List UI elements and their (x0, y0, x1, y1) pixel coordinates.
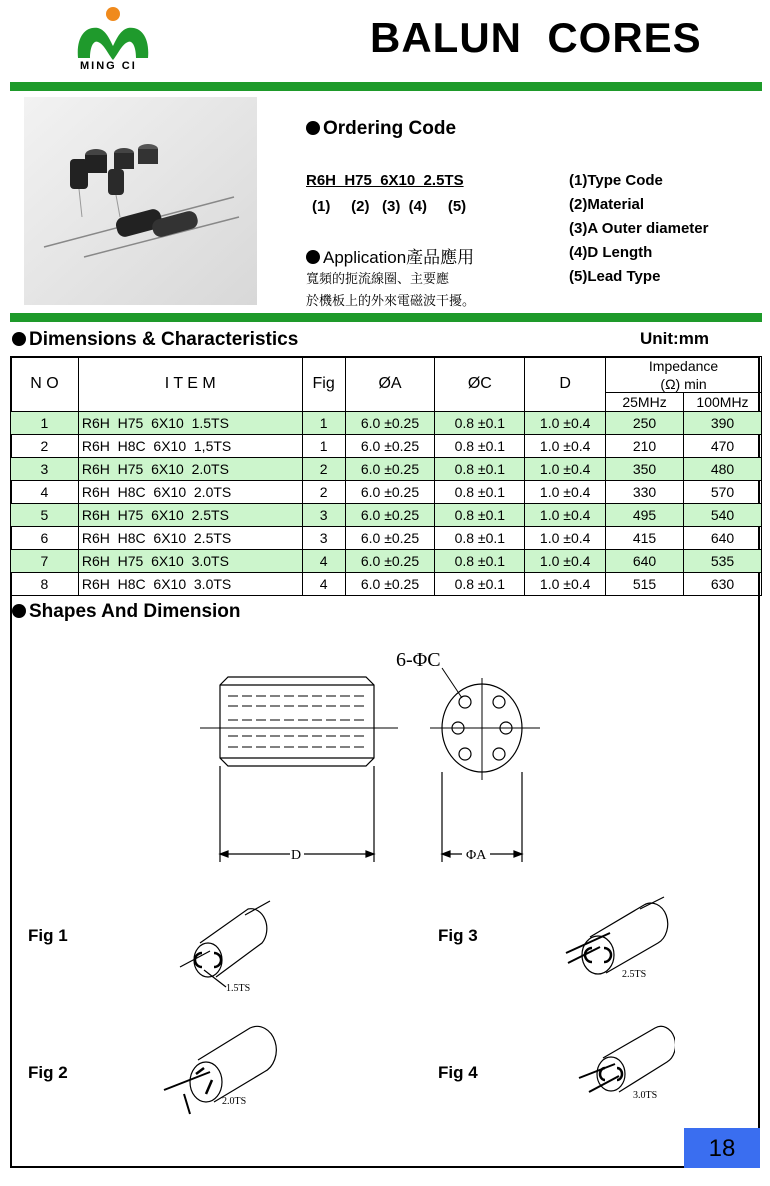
fig-1-tag: 1.5TS (226, 983, 251, 994)
page-title: BALUN CORES (370, 14, 702, 61)
table-row (11, 527, 762, 550)
cell-no: 4 (11, 481, 79, 504)
header-fig: Fig (302, 357, 345, 412)
cell-item: R6H H75 6X10 1.5TS (78, 412, 302, 435)
header-impedance: Impedance (606, 357, 762, 376)
cell-item: R6H H8C 6X10 1,5TS (78, 435, 302, 458)
product-photo (24, 97, 257, 305)
cell-no: 1 (11, 412, 79, 435)
table-row (11, 412, 762, 435)
table-row (11, 481, 762, 504)
table-row (11, 504, 762, 527)
table-row (11, 435, 762, 458)
fig-1-label: Fig 1 (28, 926, 68, 945)
cell-c: 0.8 ±0.1 (435, 435, 525, 458)
ordering-code-title: Ordering Code (306, 118, 456, 140)
cell-no: 2 (11, 435, 79, 458)
cell-item: R6H H75 6X10 2.0TS (78, 458, 302, 481)
cell-z25: 330 (606, 481, 684, 504)
cell-d: 1.0 ±0.4 (525, 573, 606, 596)
fig-2-drawing (160, 1022, 280, 1122)
cell-a: 6.0 ±0.25 (345, 481, 435, 504)
table-row (11, 458, 762, 481)
legend-type-code: (1)Type Code (569, 172, 663, 189)
cell-a: 6.0 ±0.25 (345, 504, 435, 527)
cell-z25: 210 (606, 435, 684, 458)
cell-z100: 390 (684, 412, 762, 435)
cell-no: 7 (11, 550, 79, 573)
dimension-drawing (190, 640, 560, 870)
cell-c: 0.8 ±0.1 (435, 527, 525, 550)
section-divider (10, 313, 762, 322)
cell-d: 1.0 ±0.4 (525, 527, 606, 550)
cell-item: R6H H8C 6X10 3.0TS (78, 573, 302, 596)
ordering-code-example: R6H H75 6X10 2.5TS (306, 172, 464, 189)
fig-3-drawing (560, 893, 680, 993)
unit-label: Unit:mm (640, 329, 709, 348)
bullet-icon (306, 250, 320, 264)
dimensions-title: Dimensions & Characteristics (12, 329, 298, 351)
cell-item: R6H H75 6X10 3.0TS (78, 550, 302, 573)
legend-length: (4)D Length (569, 244, 653, 261)
header-impedance-unit: (Ω) min (606, 375, 762, 393)
cell-z100: 640 (684, 527, 762, 550)
cell-fig: 1 (302, 435, 345, 458)
cell-d: 1.0 ±0.4 (525, 435, 606, 458)
legend-lead-type: (5)Lead Type (569, 268, 661, 285)
header-c: ØC (435, 357, 525, 412)
fig-3-label: Fig 3 (438, 926, 478, 945)
cell-z25: 250 (606, 412, 684, 435)
header-d: D (525, 357, 606, 412)
table-row (11, 550, 762, 573)
header-100mhz: 100MHz (684, 393, 762, 412)
cell-fig: 3 (302, 504, 345, 527)
cell-no: 3 (11, 458, 79, 481)
application-title: Application產品應用 (306, 243, 474, 268)
fig-4-drawing (575, 1022, 675, 1112)
cell-c: 0.8 ±0.1 (435, 504, 525, 527)
cell-d: 1.0 ±0.4 (525, 550, 606, 573)
cell-fig: 2 (302, 481, 345, 504)
header-divider (10, 82, 762, 91)
cell-c: 0.8 ±0.1 (435, 573, 525, 596)
cell-d: 1.0 ±0.4 (525, 458, 606, 481)
dimensions-table (10, 356, 762, 596)
cell-fig: 4 (302, 573, 345, 596)
cell-fig: 3 (302, 527, 345, 550)
header-no: N O (11, 357, 79, 412)
fig-4-tag: 3.0TS (633, 1090, 658, 1101)
fig-2-tag: 2.0TS (222, 1096, 247, 1107)
fig-4-label: Fig 4 (438, 1063, 478, 1082)
label-a: ΦA (466, 848, 487, 863)
ordering-code-numbers: (1) (2) (3) (4) (5) (312, 198, 467, 215)
cell-c: 0.8 ±0.1 (435, 412, 525, 435)
cell-c: 0.8 ±0.1 (435, 550, 525, 573)
header-item: I T E M (78, 357, 302, 412)
cell-z100: 570 (684, 481, 762, 504)
logo-name: MING CI (80, 60, 137, 72)
header-25mhz: 25MHz (606, 393, 684, 412)
header-a: ØA (345, 357, 435, 412)
cell-z25: 415 (606, 527, 684, 550)
cell-no: 6 (11, 527, 79, 550)
cell-d: 1.0 ±0.4 (525, 504, 606, 527)
cell-a: 6.0 ±0.25 (345, 458, 435, 481)
end-view (430, 668, 540, 862)
cell-z25: 495 (606, 504, 684, 527)
fig-3-tag: 2.5TS (622, 969, 647, 980)
legend-outer-diameter: (3)A Outer diameter (569, 220, 709, 237)
cell-a: 6.0 ±0.25 (345, 412, 435, 435)
application-line-2: 於機板上的外來電磁波干擾。 (306, 293, 476, 308)
cell-z100: 540 (684, 504, 762, 527)
cell-a: 6.0 ±0.25 (345, 435, 435, 458)
cell-fig: 2 (302, 458, 345, 481)
shapes-title: Shapes And Dimension (12, 601, 241, 623)
cell-d: 1.0 ±0.4 (525, 481, 606, 504)
cell-item: R6H H75 6X10 2.5TS (78, 504, 302, 527)
cell-fig: 1 (302, 412, 345, 435)
cell-item: R6H H8C 6X10 2.5TS (78, 527, 302, 550)
cell-a: 6.0 ±0.25 (345, 527, 435, 550)
table-row (11, 573, 762, 596)
legend-material: (2)Material (569, 196, 645, 213)
cell-no: 8 (11, 573, 79, 596)
side-view (200, 677, 398, 862)
cell-item: R6H H8C 6X10 2.0TS (78, 481, 302, 504)
page-number: 18 (684, 1128, 760, 1168)
bullet-icon (12, 604, 26, 618)
fig-1-drawing (170, 895, 280, 995)
label-d: D (291, 848, 302, 863)
cell-z100: 630 (684, 573, 762, 596)
cell-c: 0.8 ±0.1 (435, 481, 525, 504)
cell-a: 6.0 ±0.25 (345, 573, 435, 596)
cell-z25: 350 (606, 458, 684, 481)
cell-a: 6.0 ±0.25 (345, 550, 435, 573)
logo-mark (72, 6, 156, 64)
bullet-icon (306, 121, 320, 135)
cell-no: 5 (11, 504, 79, 527)
cell-z25: 640 (606, 550, 684, 573)
cell-d: 1.0 ±0.4 (525, 412, 606, 435)
application-line-1: 寬頻的扼流線圈、主要應 (306, 271, 450, 286)
cell-z100: 480 (684, 458, 762, 481)
cell-fig: 4 (302, 550, 345, 573)
bullet-icon (12, 332, 26, 346)
cell-c: 0.8 ±0.1 (435, 458, 525, 481)
label-c: 6-ΦC (396, 649, 441, 671)
fig-2-label: Fig 2 (28, 1063, 68, 1082)
cell-z25: 515 (606, 573, 684, 596)
cell-z100: 535 (684, 550, 762, 573)
cell-z100: 470 (684, 435, 762, 458)
